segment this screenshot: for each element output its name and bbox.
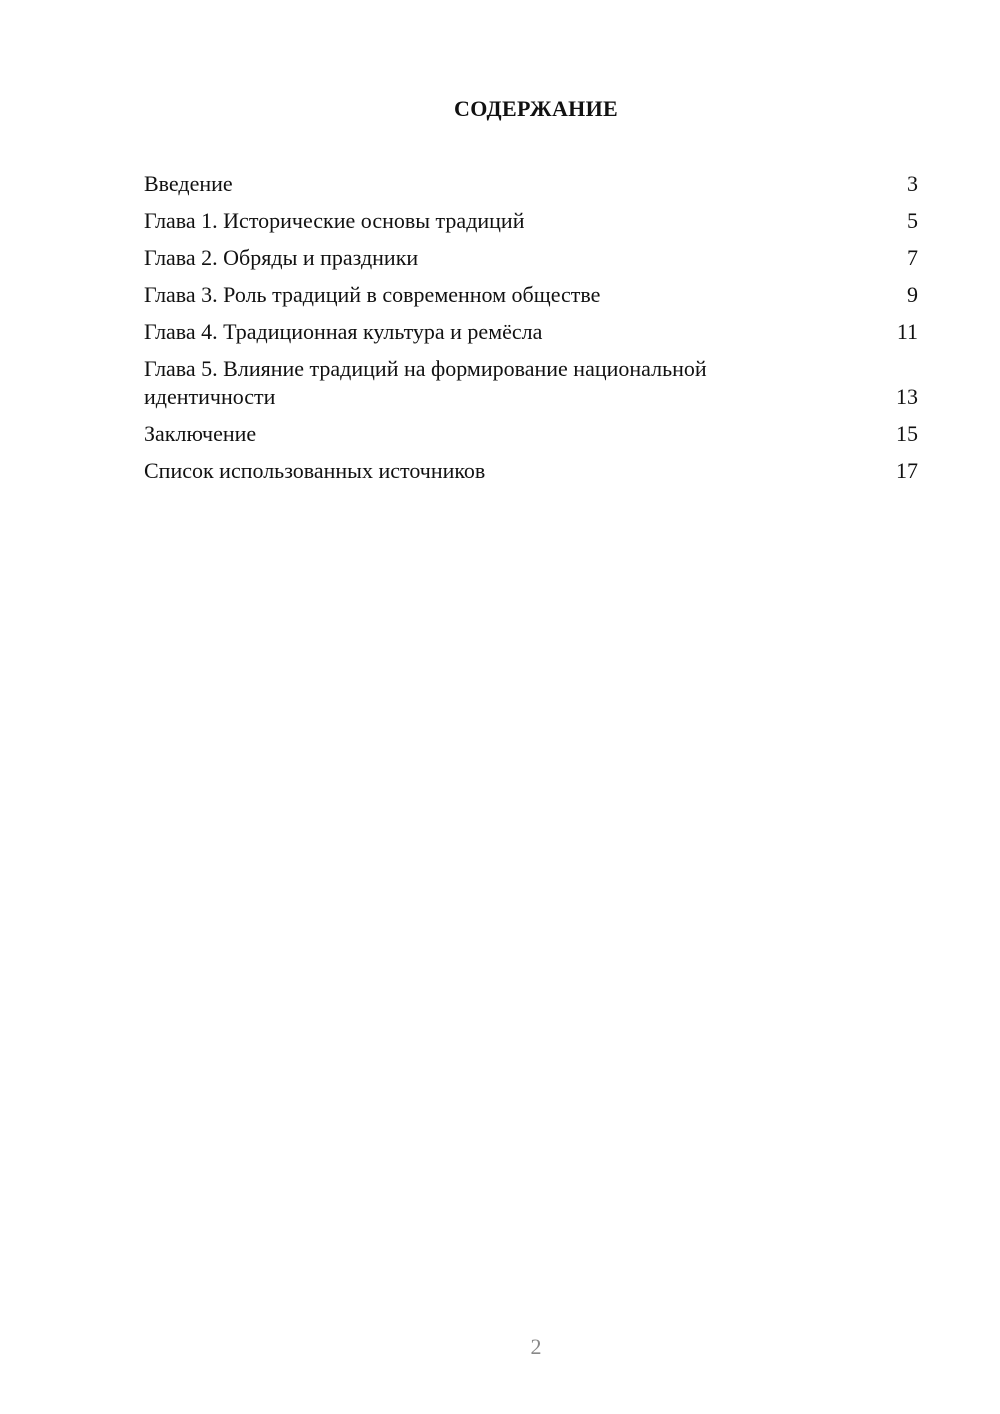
toc-entry-title: Заключение	[144, 421, 257, 446]
toc-entry-title: Глава 5. Влияние традиций на формирование национальной идентичности	[144, 356, 707, 409]
toc-entry-title: Глава 2. Обряды и праздники	[144, 245, 419, 270]
toc-entry	[144, 244, 918, 272]
toc-entry-page: 15	[896, 421, 918, 446]
toc-entry	[144, 457, 918, 485]
toc-entry-page: 13	[896, 384, 918, 409]
toc-entry-title: Введение	[144, 171, 233, 196]
toc-entry	[144, 281, 918, 309]
toc-entry-page: 17	[896, 458, 918, 483]
toc-entry	[144, 207, 918, 235]
toc-entry	[144, 318, 918, 346]
toc-entry	[144, 355, 918, 411]
toc-entry-page: 5	[907, 208, 918, 233]
toc-entry-title: Глава 4. Традиционная культура и ремёсла	[144, 319, 543, 344]
page-title: СОДЕРЖАНИЕ	[454, 96, 618, 121]
table-of-contents	[144, 170, 918, 494]
toc-entry-title: Глава 1. Исторические основы традиций	[144, 208, 525, 233]
page-number: 2	[530, 1334, 542, 1359]
toc-entry-page: 3	[907, 171, 918, 196]
toc-entry-title: Список использованных источников	[144, 458, 486, 483]
toc-entry-page: 7	[907, 245, 918, 270]
toc-entry	[144, 420, 918, 448]
toc-entry-page: 11	[896, 319, 918, 344]
toc-entry-page: 9	[907, 282, 918, 307]
toc-entry-title: Глава 3. Роль традиций в современном обществе	[144, 282, 601, 307]
toc-entry	[144, 170, 918, 198]
